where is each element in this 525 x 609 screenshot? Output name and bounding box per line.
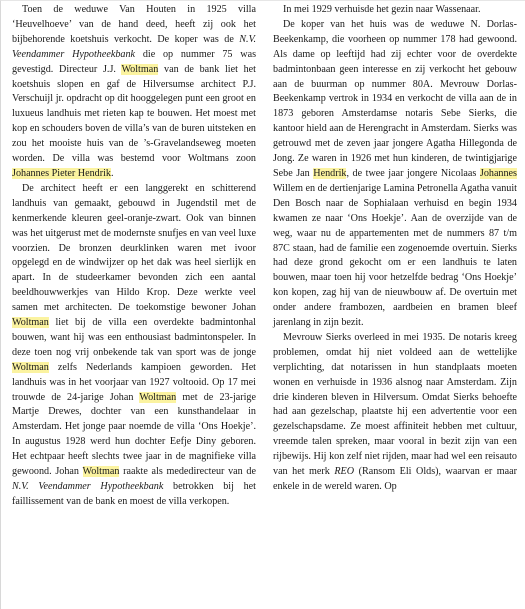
highlighted-term: Johannes bbox=[479, 167, 517, 179]
text-run: betrokken bij het faillissement van de bank en moest de villa verkopen. bbox=[12, 481, 256, 507]
left-column bbox=[12, 3, 256, 510]
text-run: van de bank liet het koetshuis slopen en gaf de Hilversumse architect P.J. Verschuijl jr. opdracht op dit hooggelegen punt een groot en luxueus landhuis met rieten kap te bouwen. Het moest met kop en schouders boven de villa’s van de buren uitsteken en zou het mooiste huis van de ’s-Gravelandseweg moeten worden. De villa was bestemd voor Woltmans zoon bbox=[12, 63, 256, 165]
highlighted-term: Hendrik bbox=[313, 167, 347, 179]
italic-text: REO bbox=[334, 466, 355, 478]
text-run: die op nummer 75 was gevestigd. Directeur J.J. bbox=[12, 48, 257, 75]
text-run: Toen de weduwe Van Houten in 1925 villa ‘Heuvelhoeve’ van de hand deed, heeft zij ook het bijbehorende koetshuis verkocht. De koper was de bbox=[12, 4, 256, 45]
paragraph bbox=[273, 18, 517, 331]
text-run: De architect heeft er een langgerekt en schitterend landhuis van gemaakt, gebouwd in Jugendstil met de kenmerkende kleuren geel-oranje-zwart. Ook van binnen was het uitgerust met de modernste snufjes en van veel luxe voorzien. De bronzen deurklinken waren met ivoor opgelegd en de windwijzer op het dak was heel sierlijk en apart. In de studeerkamer bevonden zich een aantal beeldhouwwerkjes van Hildo Krop. Deze werkte veel samen met architecten. De toekomstige bewoner Johan bbox=[12, 182, 256, 314]
text-run: zelfs Nederlands kampioen geworden. Het landhuis was in het voorjaar van 1927 voltooid. Op 17 mei trouwde de 24-jarige Johan bbox=[12, 361, 256, 403]
highlighted-term: Woltman bbox=[139, 391, 177, 403]
text-run: liet bij de villa een overdekte badmintonhal bouwen, want hij was een enthousiast badmintonspeler. In deze toen nog vrij onbekende tak van sport was de jonge bbox=[12, 317, 256, 358]
text-run: met de 23-jarige Martje Drewes, dochter van een kunsthandelaar in Amsterdam. Het jonge paar noemde de villa ‘Ons Hoekje’. In augustus 1928 werd hun dochter Eefje Diny geboren. Het echtpaar heeft slechts twee jaar in de magnifieke villa gewoond. Johan bbox=[12, 391, 256, 478]
highlighted-term: Woltman bbox=[12, 361, 49, 373]
text-run: (Ransom Eli Olds), waarvan er maar enkele in de wereld waren. Op bbox=[273, 466, 518, 492]
text-run: Willem en de dertienjarige Lamina Petronella Agatha vanuit Den Bosch naar de Sophialaan verhuisd en begin 1934 kwamen ze naar ‘Ons Hoekje’. Aan de overzijde van de weg, waar nu de appartementen met de nummers 87 t/m 87C staan, had de familie een zogenoemde overtuin. Sierks had deze grond gekocht om er een landhuis te laten bouwen, maar toen hij voor hetzelfde bedrag ‘Ons Hoekje’ kon kopen, zag hij van de nieuwbouw af. De overtuin met onder andere frambozen, aardbeien en bramen bleef jarenlang in zijn bezit. bbox=[273, 182, 517, 329]
paragraph bbox=[273, 3, 517, 18]
text-run: In mei 1929 verhuisde het gezin naar Wassenaar. bbox=[283, 4, 481, 15]
highlighted-term: Woltman bbox=[12, 317, 49, 329]
highlighted-term: Woltman bbox=[121, 63, 159, 75]
paragraph bbox=[12, 3, 256, 182]
paragraph bbox=[12, 182, 256, 510]
italic-text: N.V. Veendammer Hypotheekbank bbox=[12, 33, 256, 60]
text-run: raakte als mededirecteur van de bbox=[119, 466, 256, 478]
highlighted-term: Woltman bbox=[82, 466, 120, 478]
text-run: Mevrouw Sierks overleed in mei 1935. De notaris kreeg problemen, omdat hij niet voldeed aan de wettelijke verplichting, dat notarissen in hun standplaats moeten wonen en verhuisde in 1936 alsnog naar Amsterdam. Zijn drie kinderen bleven in Hilversum. Omdat Sierks behoefte had aan gezelschap, plaatste hij een advertentie voor een gezelschapsdame. Ze moest affiniteit hebben met cultuur, vreemde talen spreken, maar vooral in bezit zijn van een rijbewijs. Hij kon zelf niet rijden, maar had wel een reisauto van het merk bbox=[273, 331, 517, 478]
paragraph bbox=[273, 331, 517, 495]
italic-text: N.V. Veendammer Hypotheekbank bbox=[12, 481, 164, 492]
text-run: , de twee jaar jongere Nicolaas bbox=[346, 167, 480, 179]
right-column bbox=[273, 3, 517, 495]
text-run: De koper van het huis was de weduwe N. Dorlas-Beekenkamp, die voorheen op nummer 178 had gewoond. Als dame op leeftijd had zij echter voor de overdekte badmintonbaan geen interesse en zij verkocht het gebouw aan de buurman op nummer 80A. Mevrouw Dorlas-Beekenkamp vertrok in 1934 en verkocht de villa aan de in 1873 geboren Amsterdamse notaris Sebe Sierks, die kantoor hield aan de Herengracht in Amsterdam. Sierks was getrouwd met de zeven jaar jongere Agatha Hillegonda de Jong. Ze waren in 1926 met hun kinderen, de twintigjarige Sebe Jan bbox=[273, 18, 517, 179]
highlighted-term: Johannes Pieter Hendrik bbox=[12, 167, 111, 179]
text-run: . bbox=[110, 167, 114, 179]
